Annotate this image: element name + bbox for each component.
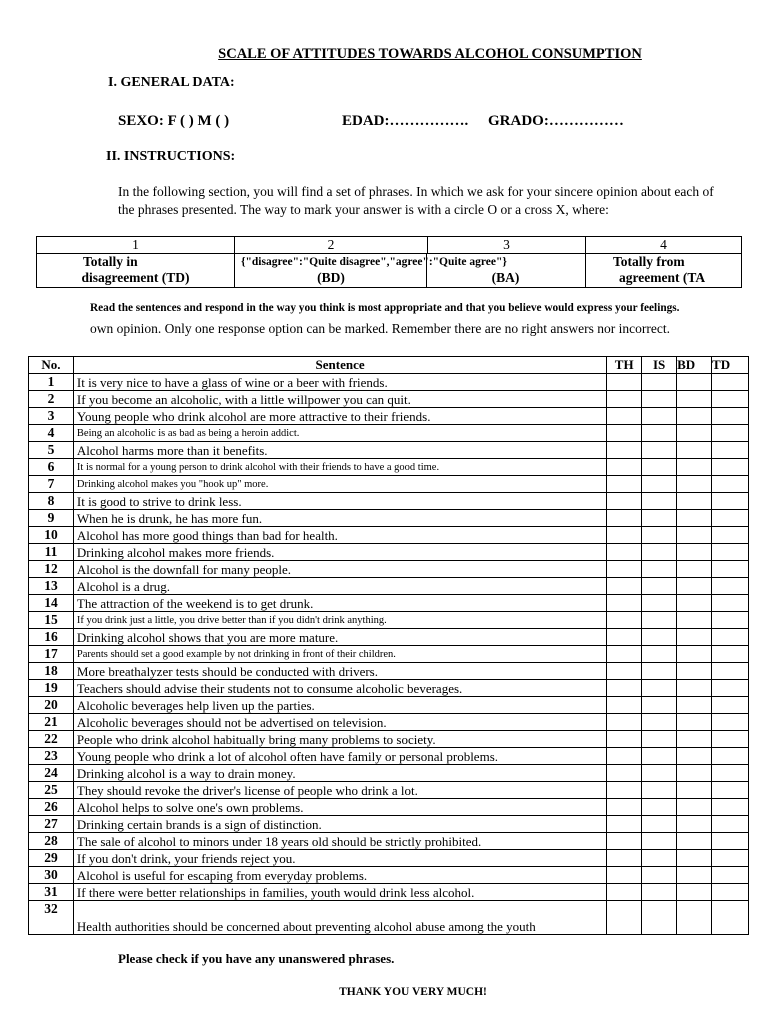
- answer-cell-is[interactable]: [642, 680, 677, 697]
- row-number: 7: [29, 476, 74, 493]
- row-number: 5: [29, 442, 74, 459]
- row-number: 30: [29, 867, 74, 884]
- answer-cell-th[interactable]: [607, 901, 642, 935]
- table-row: [29, 391, 749, 408]
- row-number: 9: [29, 510, 74, 527]
- row-sentence: It is very nice to have a glass of wine or a beer with friends.: [73, 374, 606, 391]
- answer-cell-is[interactable]: [642, 374, 677, 391]
- answer-cell-is[interactable]: [642, 527, 677, 544]
- answer-cell-td[interactable]: [712, 850, 749, 867]
- table-row: [29, 833, 749, 850]
- answer-cell-td[interactable]: [712, 646, 749, 663]
- answer-cell-td[interactable]: [712, 816, 749, 833]
- answer-cell-th[interactable]: [607, 544, 642, 561]
- answer-cell-th[interactable]: [607, 425, 642, 442]
- row-sentence: Young people who drink alcohol are more attractive to their friends.: [73, 408, 606, 425]
- answer-cell-bd[interactable]: [677, 646, 712, 663]
- scale-label-mid: {"disagree":"Quite disagree","agree":"Quite agree"}: [241, 256, 507, 268]
- answer-cell-bd[interactable]: [677, 731, 712, 748]
- answer-cell-bd[interactable]: [677, 663, 712, 680]
- answer-cell-bd[interactable]: [677, 578, 712, 595]
- read-sentences-continued: own opinion. Only one response option can be marked. Remember there are no right answers nor incorrect.: [90, 321, 670, 336]
- row-number: 27: [29, 816, 74, 833]
- row-number: 3: [29, 408, 74, 425]
- answer-cell-td[interactable]: [712, 765, 749, 782]
- scale-number-2: 2: [235, 237, 428, 254]
- scale-abbr-row: [235, 270, 585, 286]
- answer-cell-td[interactable]: [712, 510, 749, 527]
- answer-cell-is[interactable]: [642, 799, 677, 816]
- answer-cell-td[interactable]: [712, 748, 749, 765]
- table-row: [29, 544, 749, 561]
- row-number: 1: [29, 374, 74, 391]
- row-number: 31: [29, 884, 74, 901]
- answer-cell-td[interactable]: [712, 663, 749, 680]
- answer-cell-td[interactable]: [712, 527, 749, 544]
- row-sentence: If you drink just a little, you drive better than if you didn't drink anything.: [73, 612, 606, 629]
- answer-cell-bd[interactable]: [677, 714, 712, 731]
- header-is: IS: [642, 357, 677, 374]
- scale-divider: [426, 254, 427, 287]
- scale-label-1: [37, 254, 235, 288]
- row-sentence: If you don't drink, your friends reject you.: [73, 850, 606, 867]
- row-number: 14: [29, 595, 74, 612]
- answer-cell-is[interactable]: [642, 765, 677, 782]
- answer-cell-is[interactable]: [642, 646, 677, 663]
- answer-cell-is[interactable]: [642, 884, 677, 901]
- answer-cell-is[interactable]: [642, 833, 677, 850]
- answer-cell-is[interactable]: [642, 425, 677, 442]
- answer-cell-bd[interactable]: [677, 782, 712, 799]
- answer-cell-is[interactable]: [642, 459, 677, 476]
- scale-label-2-3: [235, 254, 586, 288]
- row-sentence: More breathalyzer tests should be conducted with drivers.: [73, 663, 606, 680]
- row-sentence: If there were better relationships in families, youth would drink less alcohol.: [73, 884, 606, 901]
- answer-cell-td[interactable]: [712, 459, 749, 476]
- row-sentence: Parents should set a good example by not drinking in front of their children.: [73, 646, 606, 663]
- answer-cell-th[interactable]: [607, 595, 642, 612]
- table-row: [29, 442, 749, 459]
- answer-cell-is[interactable]: [642, 816, 677, 833]
- row-number: 15: [29, 612, 74, 629]
- answer-cell-is[interactable]: [642, 731, 677, 748]
- row-number: 11: [29, 544, 74, 561]
- answer-cell-bd[interactable]: [677, 612, 712, 629]
- row-number: 17: [29, 646, 74, 663]
- row-number: 19: [29, 680, 74, 697]
- row-sentence: Alcohol has more good things than bad for health.: [73, 527, 606, 544]
- row-sentence: Health authorities should be concerned about preventing alcohol abuse among the youth: [73, 901, 606, 935]
- answer-cell-is[interactable]: [642, 476, 677, 493]
- answer-cell-th[interactable]: [607, 850, 642, 867]
- scale-label-3-abbr: (BA): [491, 270, 520, 285]
- answer-cell-bd[interactable]: [677, 833, 712, 850]
- answer-cell-td[interactable]: [712, 544, 749, 561]
- answer-cell-td[interactable]: [712, 493, 749, 510]
- answer-cell-bd[interactable]: [677, 374, 712, 391]
- table-row: [29, 867, 749, 884]
- grade-field: GRADO:……………: [488, 113, 624, 129]
- answer-cell-th[interactable]: [607, 510, 642, 527]
- answer-cell-is[interactable]: [642, 544, 677, 561]
- response-scale-table: [36, 236, 742, 288]
- row-sentence: Alcohol harms more than it benefits.: [73, 442, 606, 459]
- sex-field: SEXO: F ( ) M ( ): [118, 113, 230, 129]
- table-row: [29, 901, 749, 935]
- answer-cell-td[interactable]: [712, 901, 749, 935]
- header-td: TD: [712, 357, 749, 374]
- scale-label-4: [586, 254, 742, 288]
- answer-cell-bd[interactable]: [677, 391, 712, 408]
- answer-cell-th[interactable]: [607, 476, 642, 493]
- answer-cell-th[interactable]: [607, 714, 642, 731]
- table-row: [29, 646, 749, 663]
- answer-cell-td[interactable]: [712, 799, 749, 816]
- row-sentence: The attraction of the weekend is to get drunk.: [73, 595, 606, 612]
- table-row: [29, 425, 749, 442]
- answer-cell-th[interactable]: [607, 561, 642, 578]
- questionnaire-table: [28, 356, 749, 935]
- answer-cell-td[interactable]: [712, 680, 749, 697]
- table-row: [29, 578, 749, 595]
- row-sentence: Being an alcoholic is as bad as being a heroin addict.: [73, 425, 606, 442]
- answer-cell-th[interactable]: [607, 459, 642, 476]
- row-sentence: Alcohol is useful for escaping from everyday problems.: [73, 867, 606, 884]
- table-row: [29, 493, 749, 510]
- header-th: TH: [607, 357, 642, 374]
- scale-label-1-line2: disagreement (TD): [81, 270, 190, 285]
- answer-cell-is[interactable]: [642, 901, 677, 935]
- table-row: [29, 629, 749, 646]
- row-sentence: Teachers should advise their students not to consume alcoholic beverages.: [73, 680, 606, 697]
- row-number: 8: [29, 493, 74, 510]
- age-field: EDAD:…………….: [342, 113, 469, 129]
- answer-cell-bd[interactable]: [677, 476, 712, 493]
- table-row: [29, 476, 749, 493]
- answer-cell-td[interactable]: [712, 697, 749, 714]
- answer-cell-bd[interactable]: [677, 493, 712, 510]
- row-sentence: When he is drunk, he has more fun.: [73, 510, 606, 527]
- answer-cell-td[interactable]: [712, 595, 749, 612]
- instructions-text: In the following section, you will find a set of phrases. In which we ask for your sincere opinion about each of the phrases presented. The way to mark your answer is with a circle O or a cross X, where:: [118, 184, 714, 217]
- row-sentence: Drinking certain brands is a sign of distinction.: [73, 816, 606, 833]
- scale-number-3: 3: [428, 237, 586, 254]
- scale-label-1-line1: Totally in: [83, 254, 138, 269]
- answer-cell-bd[interactable]: [677, 425, 712, 442]
- answer-cell-th[interactable]: [607, 867, 642, 884]
- row-number: 23: [29, 748, 74, 765]
- row-sentence: Alcohol is the downfall for many people.: [73, 561, 606, 578]
- answer-cell-th[interactable]: [607, 765, 642, 782]
- answer-cell-td[interactable]: [712, 561, 749, 578]
- thank-you-note: THANK YOU VERY MUCH!: [339, 986, 487, 998]
- row-number: 13: [29, 578, 74, 595]
- table-row: [29, 884, 749, 901]
- answer-cell-th[interactable]: [607, 493, 642, 510]
- answer-cell-is[interactable]: [642, 408, 677, 425]
- row-number: 26: [29, 799, 74, 816]
- answer-cell-is[interactable]: [642, 748, 677, 765]
- table-row: [29, 459, 749, 476]
- answer-cell-th[interactable]: [607, 884, 642, 901]
- answer-cell-td[interactable]: [712, 731, 749, 748]
- scale-number-4: 4: [586, 237, 742, 254]
- table-row: [29, 697, 749, 714]
- table-row: [29, 816, 749, 833]
- answer-cell-th[interactable]: [607, 578, 642, 595]
- answer-cell-td[interactable]: [712, 714, 749, 731]
- answer-cell-is[interactable]: [642, 867, 677, 884]
- answer-cell-td[interactable]: [712, 442, 749, 459]
- table-row: [29, 850, 749, 867]
- answer-cell-td[interactable]: [712, 884, 749, 901]
- row-number: 10: [29, 527, 74, 544]
- scale-number-1: 1: [37, 237, 235, 254]
- table-row: [29, 510, 749, 527]
- row-number: 4: [29, 425, 74, 442]
- answer-cell-bd[interactable]: [677, 442, 712, 459]
- answer-cell-is[interactable]: [642, 663, 677, 680]
- answer-cell-bd[interactable]: [677, 629, 712, 646]
- answer-cell-bd[interactable]: [677, 867, 712, 884]
- answer-cell-td[interactable]: [712, 612, 749, 629]
- check-unanswered-note: Please check if you have any unanswered phrases.: [118, 951, 395, 966]
- row-number: 16: [29, 629, 74, 646]
- row-number: 22: [29, 731, 74, 748]
- section-general-data: I. GENERAL DATA:: [108, 75, 235, 90]
- answer-cell-bd[interactable]: [677, 748, 712, 765]
- answer-cell-bd[interactable]: [677, 697, 712, 714]
- answer-cell-th[interactable]: [607, 391, 642, 408]
- answer-cell-is[interactable]: [642, 510, 677, 527]
- row-number: 24: [29, 765, 74, 782]
- row-number: 18: [29, 663, 74, 680]
- row-sentence: Young people who drink a lot of alcohol often have family or personal problems.: [73, 748, 606, 765]
- answer-cell-th[interactable]: [607, 697, 642, 714]
- row-sentence: If you become an alcoholic, with a little willpower you can quit.: [73, 391, 606, 408]
- answer-cell-th[interactable]: [607, 408, 642, 425]
- row-number: 29: [29, 850, 74, 867]
- answer-cell-bd[interactable]: [677, 850, 712, 867]
- row-sentence: It is good to strive to drink less.: [73, 493, 606, 510]
- answer-cell-bd[interactable]: [677, 408, 712, 425]
- answer-cell-th[interactable]: [607, 816, 642, 833]
- row-number: 20: [29, 697, 74, 714]
- answer-cell-td[interactable]: [712, 578, 749, 595]
- table-row: [29, 765, 749, 782]
- table-row: [29, 374, 749, 391]
- header-bd: BD: [677, 357, 712, 374]
- row-number: 28: [29, 833, 74, 850]
- answer-cell-th[interactable]: [607, 374, 642, 391]
- section-instructions: II. INSTRUCTIONS:: [106, 149, 236, 164]
- row-number: 21: [29, 714, 74, 731]
- answer-cell-td[interactable]: [712, 782, 749, 799]
- table-row: [29, 680, 749, 697]
- table-row: [29, 561, 749, 578]
- table-row: [29, 731, 749, 748]
- answer-cell-td[interactable]: [712, 391, 749, 408]
- header-no: No.: [29, 357, 74, 374]
- table-row: [29, 408, 749, 425]
- table-row: [29, 663, 749, 680]
- answer-cell-th[interactable]: [607, 680, 642, 697]
- answer-cell-td[interactable]: [712, 408, 749, 425]
- answer-cell-td[interactable]: [712, 867, 749, 884]
- row-sentence: Alcoholic beverages help liven up the parties.: [73, 697, 606, 714]
- answer-cell-bd[interactable]: [677, 527, 712, 544]
- answer-cell-bd[interactable]: [677, 884, 712, 901]
- answer-cell-th[interactable]: [607, 442, 642, 459]
- row-sentence: People who drink alcohol habitually bring many problems to society.: [73, 731, 606, 748]
- row-number: 32: [29, 901, 74, 935]
- answer-cell-bd[interactable]: [677, 544, 712, 561]
- answer-cell-bd[interactable]: [677, 901, 712, 935]
- answer-cell-is[interactable]: [642, 561, 677, 578]
- table-row: [29, 799, 749, 816]
- answer-cell-bd[interactable]: [677, 799, 712, 816]
- row-number: 25: [29, 782, 74, 799]
- answer-cell-is[interactable]: [642, 697, 677, 714]
- read-sentences-instruction: Read the sentences and respond in the way you think is most appropriate and that you believe would express your feelings.: [90, 302, 680, 314]
- header-sentence: Sentence: [73, 357, 606, 374]
- answer-cell-th[interactable]: [607, 629, 642, 646]
- answer-cell-is[interactable]: [642, 595, 677, 612]
- answer-cell-bd[interactable]: [677, 561, 712, 578]
- answer-cell-th[interactable]: [607, 646, 642, 663]
- row-sentence: Alcohol is a drug.: [73, 578, 606, 595]
- answer-cell-is[interactable]: [642, 493, 677, 510]
- answer-cell-td[interactable]: [712, 425, 749, 442]
- scale-label-4-line1: Totally from: [613, 254, 685, 269]
- answer-cell-th[interactable]: [607, 612, 642, 629]
- row-sentence: Drinking alcohol makes you "hook up" more.: [73, 476, 606, 493]
- answer-cell-th[interactable]: [607, 527, 642, 544]
- answer-cell-bd[interactable]: [677, 765, 712, 782]
- answer-cell-is[interactable]: [642, 442, 677, 459]
- row-sentence: It is normal for a young person to drink alcohol with their friends to have a good time.: [73, 459, 606, 476]
- answer-cell-td[interactable]: [712, 374, 749, 391]
- table-row: [29, 782, 749, 799]
- table-row: [29, 595, 749, 612]
- answer-cell-bd[interactable]: [677, 459, 712, 476]
- answer-cell-bd[interactable]: [677, 510, 712, 527]
- answer-cell-is[interactable]: [642, 629, 677, 646]
- row-sentence: Alcohol helps to solve one's own problems.: [73, 799, 606, 816]
- row-sentence: Drinking alcohol makes more friends.: [73, 544, 606, 561]
- answer-cell-th[interactable]: [607, 731, 642, 748]
- row-sentence: Alcoholic beverages should not be advertised on television.: [73, 714, 606, 731]
- answer-cell-is[interactable]: [642, 578, 677, 595]
- answer-cell-th[interactable]: [607, 799, 642, 816]
- answer-cell-is[interactable]: [642, 850, 677, 867]
- table-row: [29, 612, 749, 629]
- answer-cell-th[interactable]: [607, 663, 642, 680]
- answer-cell-th[interactable]: [607, 782, 642, 799]
- table-row: [29, 748, 749, 765]
- row-number: 2: [29, 391, 74, 408]
- answer-cell-th[interactable]: [607, 748, 642, 765]
- table-row: [29, 714, 749, 731]
- answer-cell-is[interactable]: [642, 612, 677, 629]
- row-number: 6: [29, 459, 74, 476]
- row-number: 12: [29, 561, 74, 578]
- answer-cell-is[interactable]: [642, 782, 677, 799]
- answer-cell-bd[interactable]: [677, 680, 712, 697]
- answer-cell-th[interactable]: [607, 833, 642, 850]
- row-sentence: Drinking alcohol is a way to drain money.: [73, 765, 606, 782]
- table-row: [29, 527, 749, 544]
- row-sentence: Drinking alcohol shows that you are more mature.: [73, 629, 606, 646]
- row-sentence: The sale of alcohol to minors under 18 years old should be strictly prohibited.: [73, 833, 606, 850]
- answer-cell-bd[interactable]: [677, 595, 712, 612]
- document-title: SCALE OF ATTITUDES TOWARDS ALCOHOL CONSUMPTION: [218, 46, 642, 62]
- answer-cell-td[interactable]: [712, 833, 749, 850]
- answer-cell-td[interactable]: [712, 476, 749, 493]
- answer-cell-is[interactable]: [642, 714, 677, 731]
- scale-label-4-line2: agreement (TA: [619, 270, 706, 285]
- row-sentence: They should revoke the driver's license of people who drink a lot.: [73, 782, 606, 799]
- scale-label-2-abbr: (BD): [317, 270, 345, 285]
- answer-cell-is[interactable]: [642, 391, 677, 408]
- answer-cell-td[interactable]: [712, 629, 749, 646]
- answer-cell-bd[interactable]: [677, 816, 712, 833]
